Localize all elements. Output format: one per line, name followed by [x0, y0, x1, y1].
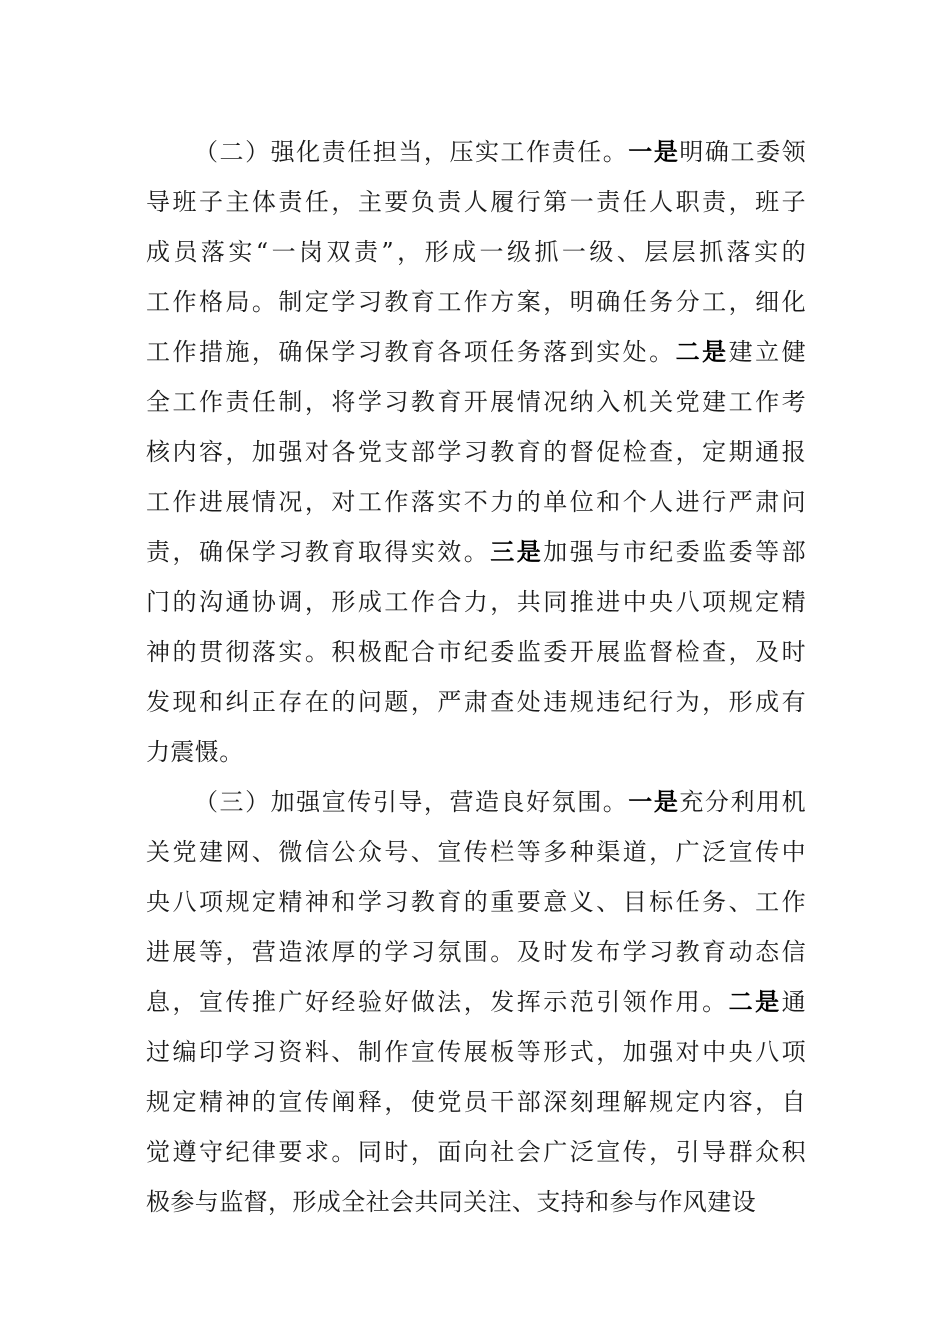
emphasis-keyword: 二是: [675, 337, 729, 366]
document-body: [146, 127, 806, 1227]
text-line: [146, 977, 806, 1027]
text-line: [146, 1127, 806, 1177]
text-line: [146, 877, 806, 927]
text-line: [146, 227, 806, 277]
text-run: 核内容，加强对各党支部学习教育的督促检查，定期通报: [146, 438, 806, 466]
text-line: [146, 177, 806, 227]
text-run: 通: [781, 988, 806, 1016]
text-line: [146, 827, 806, 877]
text-run: 神的贯彻落实。积极配合市纪委监委开展监督检查，及时: [146, 638, 806, 666]
text-run: 明确工委领: [679, 138, 806, 166]
text-run: （二）强化责任担当，压实工作责任。: [194, 138, 629, 166]
text-run: 极参与监督，形成全社会共同关注、支持和参与作风建设: [146, 1188, 756, 1216]
text-line: [146, 377, 806, 427]
document-page: [146, 127, 806, 1227]
text-line: [146, 127, 806, 177]
text-line: [146, 1077, 806, 1127]
text-run: 成员落实“一岗双责”，形成一级抓一级、层层抓落实的: [146, 238, 806, 266]
text-line: [146, 677, 806, 727]
text-run: 息，宣传推广好经验好做法，发挥示范引领作用。: [146, 988, 729, 1016]
text-line: [146, 577, 806, 627]
text-run: 工作进展情况，对工作落实不力的单位和个人进行严肃问: [146, 488, 806, 516]
text-run: 建立健: [728, 338, 806, 366]
text-line: [146, 327, 806, 377]
text-line: [146, 727, 806, 777]
text-run: （三）加强宣传引导，营造良好氛围。: [194, 788, 629, 816]
emphasis-keyword: 一是: [628, 787, 680, 816]
text-run: 觉遵守纪律要求。同时，面向社会广泛宣传，引导群众积: [146, 1138, 806, 1166]
text-run: 工作措施，确保学习教育各项任务落到实处。: [146, 338, 676, 366]
text-line: [146, 927, 806, 977]
text-line: [146, 477, 806, 527]
text-line: [146, 627, 806, 677]
text-run: 导班子主体责任，主要负责人履行第一责任人职责，班子: [146, 188, 806, 216]
text-run: 全工作责任制，将学习教育开展情况纳入机关党建工作考: [146, 388, 806, 416]
text-run: 门的沟通协调，形成工作合力，共同推进中央八项规定精: [146, 588, 806, 616]
text-run: 责，确保学习教育取得实效。: [146, 538, 491, 566]
text-run: 发现和纠正存在的问题，严肃查处违规违纪行为，形成有: [146, 688, 806, 716]
text-run: 力震慑。: [146, 738, 244, 766]
text-line: [146, 277, 806, 327]
text-run: 关党建网、微信公众号、宣传栏等多种渠道，广泛宣传中: [146, 838, 806, 866]
paragraph: [146, 127, 806, 777]
text-line: [146, 527, 806, 577]
text-run: 央八项规定精神和学习教育的重要意义、目标任务、工作: [146, 888, 806, 916]
paragraph: [146, 777, 806, 1227]
emphasis-keyword: 一是: [628, 137, 680, 166]
text-line: [146, 777, 806, 827]
text-run: 工作格局。制定学习教育工作方案，明确任务分工，细化: [146, 288, 806, 316]
text-run: 进展等，营造浓厚的学习氛围。及时发布学习教育动态信: [146, 938, 806, 966]
text-run: 加强与市纪委监委等部: [543, 538, 806, 566]
text-run: 充分利用机: [679, 788, 806, 816]
text-run: 规定精神的宣传阐释，使党员干部深刻理解规定内容，自: [146, 1088, 806, 1116]
text-line: [146, 1177, 806, 1227]
text-run: 过编印学习资料、制作宣传展板等形式，加强对中央八项: [146, 1038, 806, 1066]
text-line: [146, 427, 806, 477]
emphasis-keyword: 三是: [490, 537, 544, 566]
emphasis-keyword: 二是: [728, 987, 782, 1016]
text-line: [146, 1027, 806, 1077]
